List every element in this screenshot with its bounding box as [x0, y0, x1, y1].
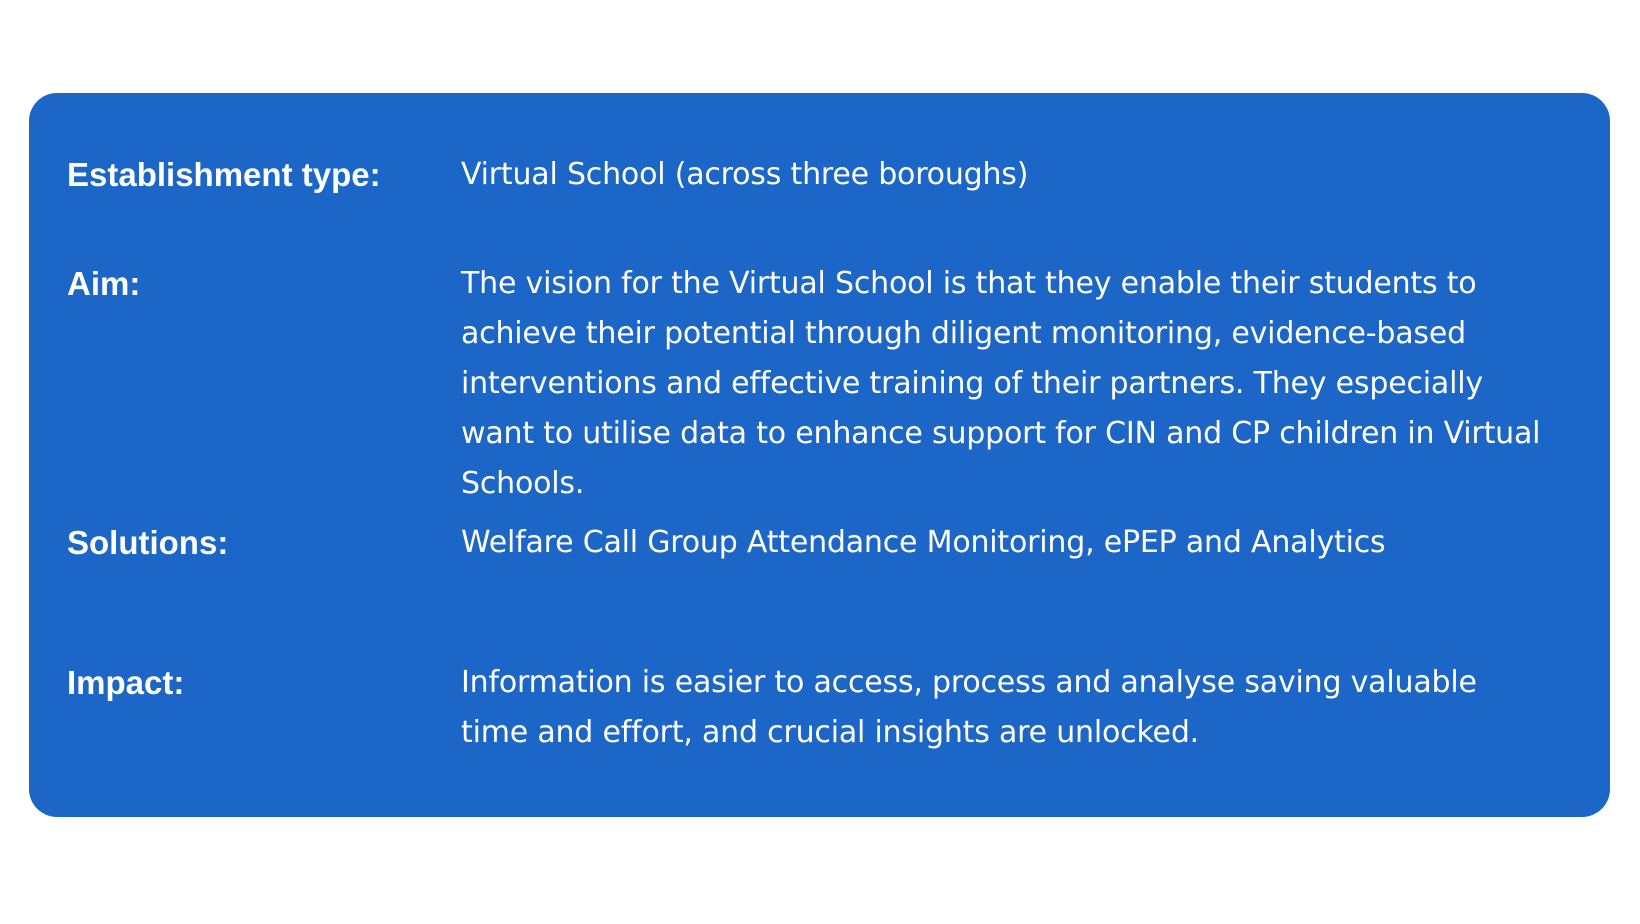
- establishment-type-value: Virtual School (across three boroughs): [461, 157, 1029, 192]
- aim-value: The vision for the Virtual School is that they enable their students to achieve their potential through diligent monitoring, evidence-based interventions and effective training of their partners. They especially want to utilise data to enhance support for CIN and CP children in Virtual Schools.: [461, 266, 1541, 501]
- impact-value: Information is easier to access, process and analyse saving valuable time and effort, and crucial insights are unlocked.: [461, 665, 1477, 750]
- aim-label: Aim:: [67, 265, 141, 302]
- solutions-value: Welfare Call Group Attendance Monitoring, ePEP and Analytics: [461, 525, 1386, 560]
- establishment-type-label: Establishment type:: [67, 156, 381, 193]
- solutions-label: Solutions:: [67, 524, 229, 561]
- impact-label: Impact:: [67, 664, 185, 701]
- info-card: [29, 93, 1610, 817]
